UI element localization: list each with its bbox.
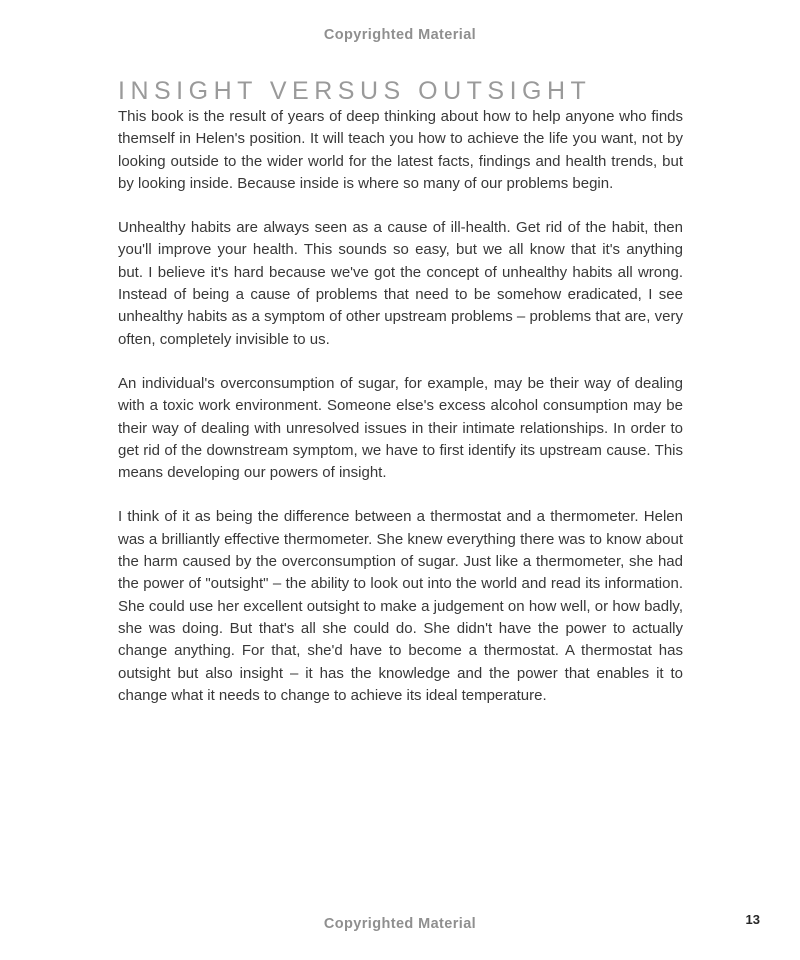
chapter-heading: INSIGHT VERSUS OUTSIGHT (118, 76, 592, 105)
copyright-watermark-top: Copyrighted Material (323, 27, 477, 43)
paragraph-2: Unhealthy habits are always seen as a cause of ill-health. Get rid of the habit, then you'll improve your health. This sounds so easy, but we all know that it's anything but. I believe it's hard because we've got the concept of unhealthy habits all wrong. Instead of being a cause of problems that need to be somehow eradicated, I see unhealthy habits as a symptom of other upstream problems – problems that are, very often, completely invisible to us. (118, 219, 683, 348)
paragraph-3: An individual's overconsumption of sugar, for example, may be their way of dealing with a toxic work environment. Someone else's excess alcohol consumption may be their way of dealing with unresolved issues in their intimate relationships. In order to get rid of the downstream symptom, we have to first identify its upstream cause. This means developing our powers of insight. (118, 374, 683, 482)
paragraph-1: This book is the result of years of deep thinking about how to help anyone who finds themself in Helen's position. It will teach you how to achieve the life you want, not by looking outside to the wider world for the latest facts, findings and health trends, but by looking inside. Because inside is where so many of our problems begin. (118, 108, 683, 192)
page-number: 13 (745, 912, 760, 927)
paragraph-4: I think of it as being the difference between a thermostat and a thermometer. Helen was a brilliantly effective thermometer. She knew everything there was to know about the harm caused by the overconsumption of sugar. Just like a thermometer, she had the power of "outsight" – the ability to look out into the world and read its information. She could use her excellent outsight to make a judgement on how well, or how badly, she was doing. But that's all she could do. She didn't have the power to actually change anything. For that, she'd have to become a thermostat. A thermostat has outsight but also insight – it has the knowledge and the power that enables it to change what it needs to change to achieve its ideal temperature. (118, 508, 683, 704)
body-text-block (118, 106, 683, 707)
copyright-watermark-bottom: Copyrighted Material (323, 916, 477, 932)
